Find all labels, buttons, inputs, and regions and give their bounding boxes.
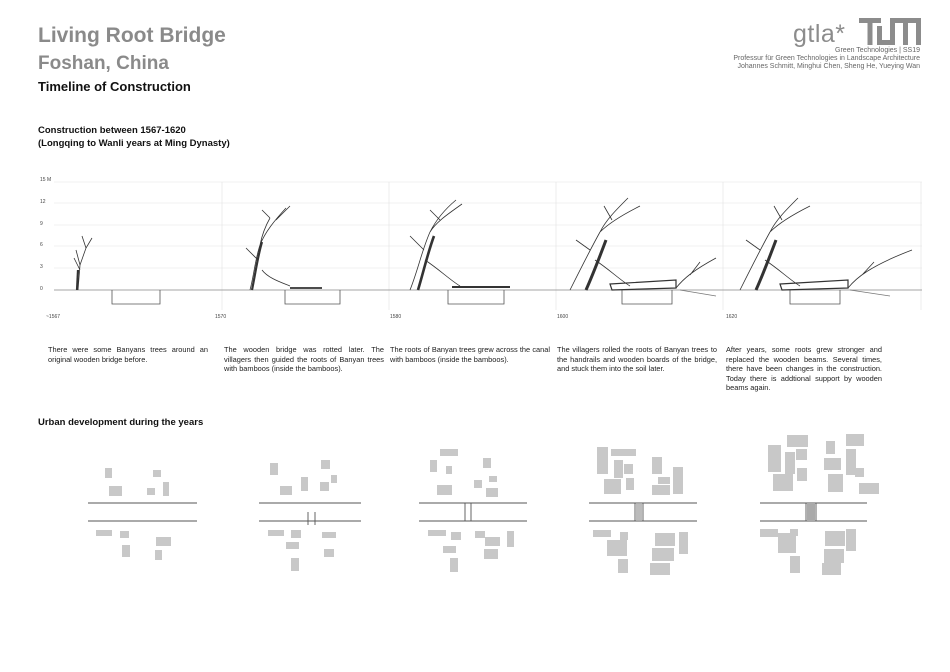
subtitle: Timeline of Construction <box>38 79 191 94</box>
tum-logo <box>859 18 921 46</box>
root-bridge-mark <box>807 504 815 520</box>
stage-description: The villagers rolled the roots of Banyan trees to the handrails and wooden boards of the bridge, and stuck them into the soil later. <box>557 345 717 374</box>
stage-description: There were some Banyans trees around an original wooden bridge before. <box>48 345 208 364</box>
stage-2-drawing <box>246 206 340 304</box>
y-tick: 0 <box>40 286 43 292</box>
credit-line: Johannes Schmitt, Minghui Chen, Sheng He, Yueying Wan <box>737 63 920 70</box>
stage-description: The roots of Banyan trees grew across the canal with bamboos (inside the bamboos). <box>390 345 550 364</box>
credit-line: Professur für Green Technologies in Landscape Architecture <box>733 55 920 62</box>
stage-3-drawing <box>410 200 510 304</box>
year-label: 1620 <box>726 314 738 320</box>
page-title: Living Root Bridge <box>38 24 226 47</box>
year-label: ~1567 <box>46 314 61 320</box>
credits <box>733 47 920 71</box>
y-tick: 12 <box>40 199 46 205</box>
urban-heading: Urban development during the years <box>38 417 204 428</box>
y-tick: 9 <box>40 221 43 227</box>
stage-4-drawing <box>570 198 716 304</box>
y-tick: 15 M <box>40 177 52 183</box>
urban-plan-5 <box>760 434 879 575</box>
gtla-logo: gtla* <box>793 20 846 48</box>
y-tick: 3 <box>40 264 43 270</box>
location-title: Foshan, China <box>38 53 169 74</box>
stage-description: After years, some roots grew stronger and replaced the wooden beams. Several times, there have been changes in the construction. Today there is addtional support by wooden beams again. <box>726 345 882 393</box>
timeline-heading: Construction between 1567-1620 (Longqing to Wanli years at Ming Dynasty) <box>38 125 230 149</box>
year-label: 1570 <box>215 314 227 320</box>
stage-5-drawing <box>740 198 912 304</box>
urban-plan-1 <box>96 468 171 560</box>
year-label: 1580 <box>390 314 402 320</box>
urban-plans <box>0 430 950 590</box>
y-tick: 6 <box>40 242 43 248</box>
credit-line: Green Technologies | SS19 <box>835 47 920 54</box>
timeline-diagram <box>0 170 950 315</box>
root-bridge-mark <box>636 504 642 520</box>
stage-description: The wooden bridge was rotted later. The villagers then guided the roots of Banyan trees with bamboos (inside the bamboos). <box>224 345 384 374</box>
urban-plan-2 <box>268 460 337 571</box>
year-label: 1600 <box>557 314 569 320</box>
